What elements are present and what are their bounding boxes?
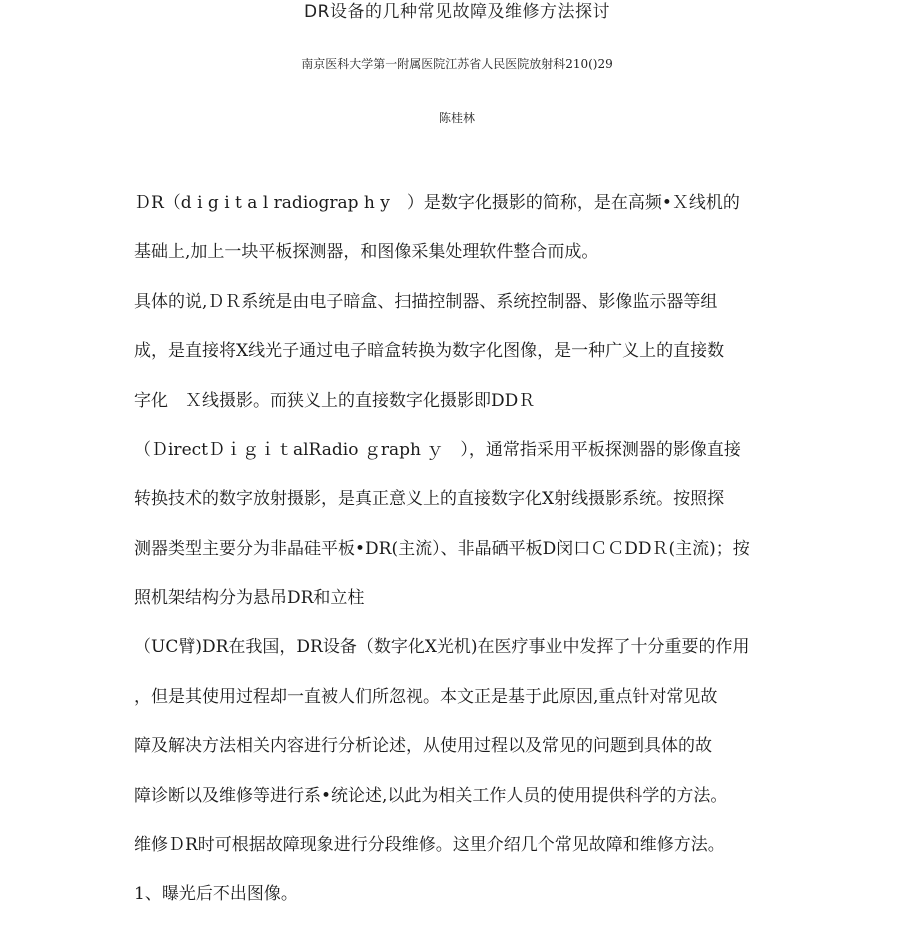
body-line: ＤR（d i g i t a l radiograp h y ）是数字化摄影的简称，是在高频•Ｘ线机的 (134, 193, 740, 213)
body-line: 转换技术的数字放射摄影，是真正意义上的直接数字化X射线摄影系统。按照探 (134, 489, 725, 509)
body-line: 字化 Ｘ线摄影。而狭义上的直接数字化摄影即DDＲ (134, 391, 536, 411)
author-name: 陈桂林 (438, 111, 475, 125)
body-line: 具体的说,ＤＲ系统是由电子暗盒、扫描控制器、系统控制器、影像监示器等组 (134, 292, 718, 312)
author-affiliation: 南京医科大学第一附属医院江苏省人民医院放射科210()29 (301, 57, 613, 71)
document-title: DR设备的几种常见故障及维修方法探讨 (304, 2, 610, 22)
body-line: 照机架结构分为悬吊DR和立柱 (134, 588, 365, 608)
body-line: 维修ＤR时可根据故障现象进行分段维修。这里介绍几个常见故障和维修方法。 (134, 835, 725, 855)
body-line: 障及解决方法相关内容进行分析论述，从使用过程以及常见的问题到具体的故 (134, 736, 712, 756)
body-line: 障诊断以及维修等进行系•统论述,以此为相关工作人员的使用提供科学的方法。 (134, 786, 728, 806)
body-line: 基础上,加上一块平板探测器，和图像采集处理软件整合而成。 (134, 242, 599, 262)
body-line: 测器类型主要分为非晶硅平板•DR(主流）、非晶硒平板D闵口ＣＣDDＲ(主流)；按 (134, 539, 750, 559)
body-line: ，但是其使用过程却一直被人们所忽视。本文正是基于此原因,重点针对常见故 (134, 687, 718, 707)
section-heading: 1、曝光后不出图像。 (134, 884, 298, 904)
body-line: （ＤirectＤｉｇｉｔalRadio ｇraph ｙ ），通常指采用平板探测器的影像直接 (134, 440, 741, 460)
body-line: （UC臂)DR在我国，DR设备（数字化X光机)在医疗事业中发挥了十分重要的作用 (134, 637, 750, 657)
body-line: 成，是直接将X线光子通过电子暗盒转换为数字化图像，是一种广义上的直接数 (134, 341, 725, 361)
